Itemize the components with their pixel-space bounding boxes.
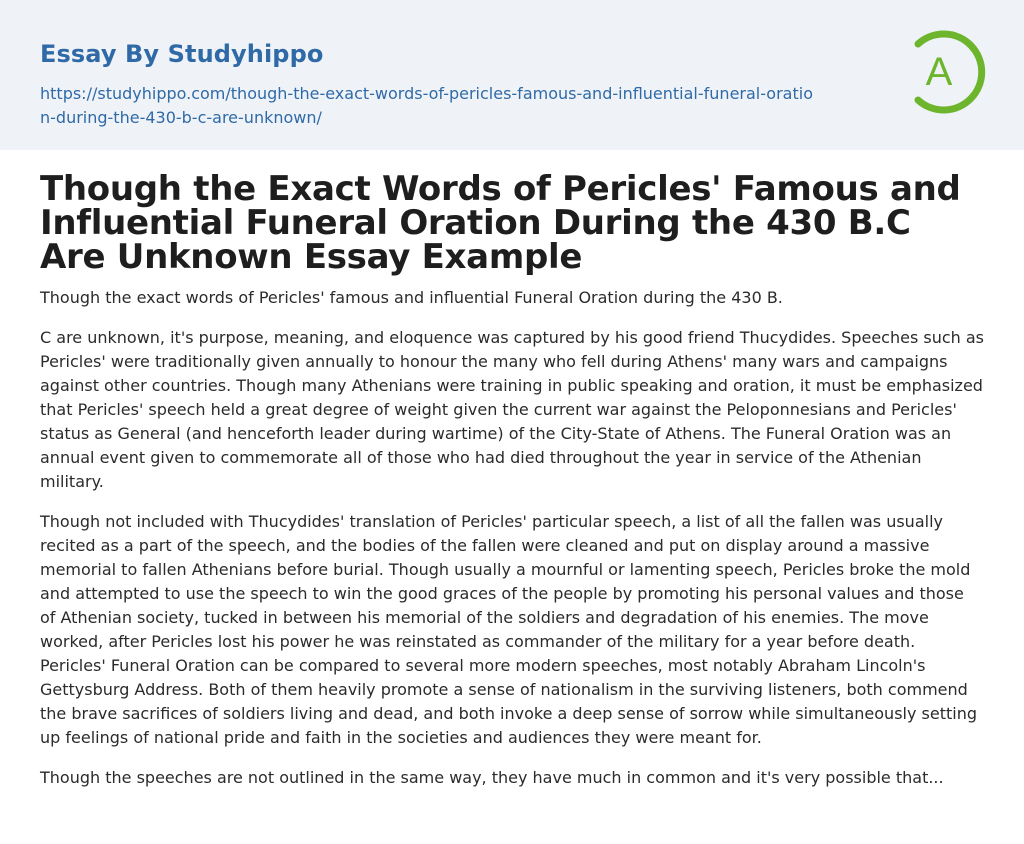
studyhippo-logo-icon[interactable] <box>896 28 986 116</box>
logo-letter: A <box>925 50 953 94</box>
article-title: Though the Exact Words of Pericles' Famous and Influential Funeral Oration During the 430 B.C Are Unknown Essay Example <box>40 169 961 277</box>
article-paragraph: Though not included with Thucydides' translation of Pericles' particular speech, a list of all the fallen was usually recited as a part of the speech, and the bodies of the fallen were cleaned and put on display around a massive memorial to fallen Athenians before burial. Though usually a mournful or lamenting speech, Pericles broke the mold and attempted to use the speech to win the good graces of the people by promoting his personal values and those of Athenian society, tucked in between his memorial of the soldiers and degradation of his enemies. The move worked, after Pericles lost his power he was reinstated as commander of the military for a year before death. Pericles' Funeral Oration can be compared to several more modern speeches, most notably Abraham Lincoln's Gettysburg Address. Both of them heavily promote a sense of nationalism in the surviving listeners, both commend the brave sacrifices of soldiers living and dead, and both invoke a deep sense of sorrow while simultaneously setting up feelings of national pride and faith in the societies and audiences they were meant for. <box>40 512 977 747</box>
site-header <box>0 0 1024 150</box>
brand-title[interactable]: Essay By Studyhippo <box>40 40 324 68</box>
article-paragraph: C are unknown, it's purpose, meaning, and eloquence was captured by his good friend Thucydides. Speeches such as Pericles' were traditionally given annually to honour the many who fell during Athens' many wars and campaigns against other countries. Though many Athenians were training in public speaking and oration, it must be emphasized that Pericles' speech held a great degree of weight given the current war against the Peloponnesians and Pericles' status as General (and henceforth leader during wartime) of the City-State of Athens. The Funeral Oration was an annual event given to commemorate all of those who had died throughout the year in service of the Athenian military. <box>40 328 985 491</box>
article-paragraph: Though the speeches are not outlined in the same way, they have much in common and it's very possible that... <box>40 768 944 787</box>
article-paragraph: Though the exact words of Pericles' famous and influential Funeral Oration during the 430 B. <box>40 288 783 307</box>
source-url-link[interactable]: https://studyhippo.com/though-the-exact-words-of-pericles-famous-and-influential-funeral-oration-during-the-430-b-c-are-unknown/ <box>40 84 813 127</box>
article <box>40 169 985 790</box>
